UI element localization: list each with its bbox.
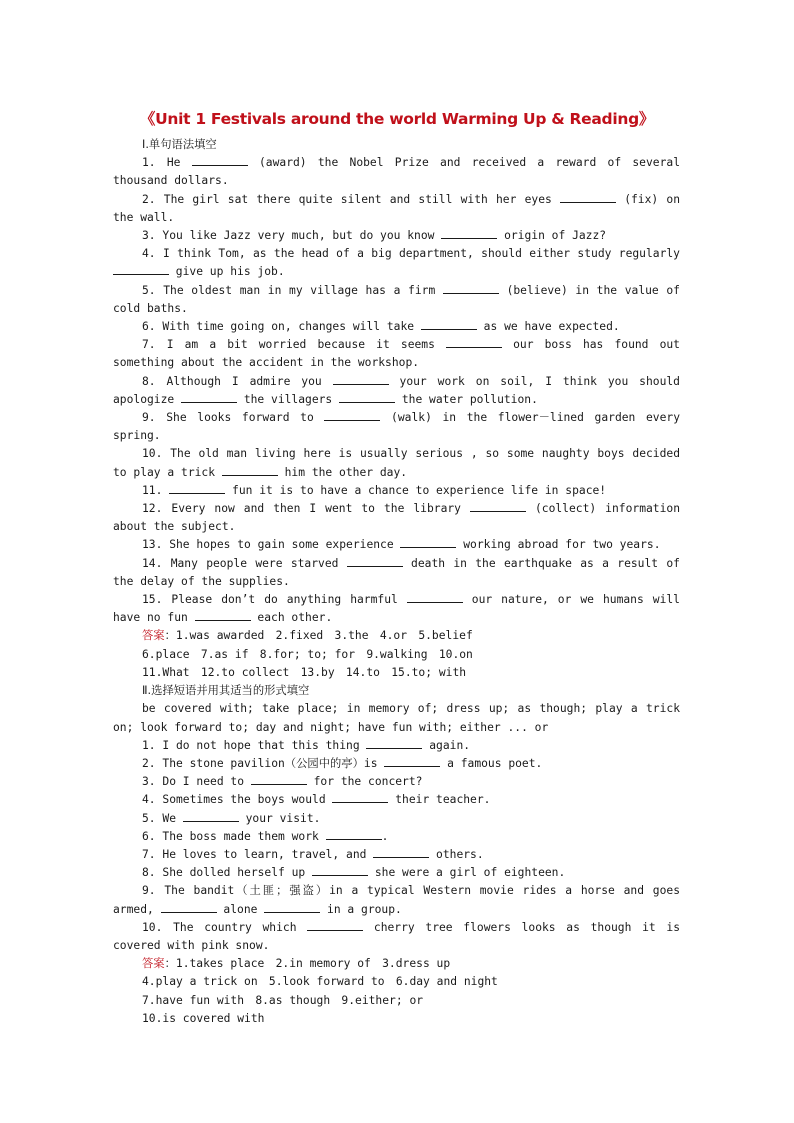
answer-blank[interactable]	[181, 391, 237, 403]
section-1-answer-line	[113, 646, 680, 664]
item-text: 14. Many people were starved	[142, 556, 347, 570]
item-text: 9. She looks forward to	[142, 411, 325, 425]
section-2-item	[113, 882, 680, 918]
item-text: the villagers	[237, 392, 340, 406]
section-2-item	[113, 828, 680, 846]
answer-blank[interactable]	[326, 828, 382, 840]
answer-blank[interactable]	[407, 591, 463, 603]
answer-blank[interactable]	[264, 901, 320, 913]
answer-blank[interactable]	[324, 409, 380, 421]
item-text: 8. She dolled herself up	[142, 866, 313, 880]
section-1-item	[113, 555, 680, 591]
item-text: 13. She hopes to gain some experience	[142, 538, 401, 552]
section-1-item	[113, 445, 680, 481]
answer-blank[interactable]	[312, 864, 368, 876]
item-text: 11.	[142, 483, 170, 497]
item-text: 9. The bandit（土匪；强盗）in a typical Western movie rides a horse and goes armed,	[113, 884, 680, 916]
item-text: 1. I do not hope that this thing	[142, 738, 367, 752]
section-1-item	[113, 191, 680, 227]
answer-text: ：1.takes place 2.in memory of 3.dress up	[164, 957, 451, 971]
item-text: our boss has found out something about the accident in the workshop.	[113, 338, 680, 370]
item-text: 2. The stone pavilion（公园中的亭）is	[142, 756, 385, 770]
answer-blank[interactable]	[384, 755, 440, 767]
answer-blank[interactable]	[332, 791, 388, 803]
section-1-item	[113, 536, 680, 554]
section-2-answers	[113, 955, 680, 1028]
answer-blank[interactable]	[183, 810, 239, 822]
item-text: him the other day.	[277, 465, 408, 479]
item-text: working abroad for two years.	[456, 538, 661, 552]
phrase-bank: be covered with; take place; in memory of; dress up; as though; play a trick on; look forward to; day and night; have fun with; either ... or	[113, 702, 680, 734]
item-text: their teacher.	[388, 793, 491, 807]
section-2-item	[113, 755, 680, 773]
item-text: 15. Please don’t do anything harmful	[142, 593, 407, 607]
item-text: (collect) information about the subject.	[113, 502, 680, 534]
item-text: 4. Sometimes the boys would	[142, 793, 333, 807]
answer-blank[interactable]	[443, 282, 499, 294]
section-1-answer-line	[113, 627, 680, 645]
section-1-item	[113, 282, 680, 318]
answer-blank[interactable]	[400, 536, 456, 548]
item-text: origin of Jazz?	[497, 229, 607, 243]
answer-blank[interactable]	[421, 318, 477, 330]
answer-blank[interactable]	[339, 391, 395, 403]
answer-blank[interactable]	[251, 773, 307, 785]
answer-label: 答案	[142, 957, 165, 971]
item-text: 5. The oldest man in my village has a firm	[142, 283, 443, 297]
item-text: the water pollution.	[395, 392, 538, 406]
answer-text: 10.is covered with	[142, 1011, 265, 1025]
item-text: 10. The old man living here is usually serious , so some naughty boys decided to play a trick	[113, 447, 680, 479]
section-2-answer-line	[113, 1010, 680, 1028]
item-text: 3. Do I need to	[142, 775, 251, 789]
answer-blank[interactable]	[195, 609, 251, 621]
section-1-items	[113, 154, 680, 627]
item-text: 5. We	[142, 811, 183, 825]
answer-blank[interactable]	[373, 846, 429, 858]
answer-blank[interactable]	[470, 500, 526, 512]
section-2-heading: Ⅱ.选择短语并用其适当的形式填空	[142, 684, 310, 698]
item-text: 10. The country which	[142, 920, 308, 934]
section-2-item	[113, 810, 680, 828]
section-1-item	[113, 318, 680, 336]
item-text: 4. I think Tom, as the head of a big department, should either study regularly	[142, 247, 680, 261]
section-1-heading: Ⅰ.单句语法填空	[142, 138, 217, 151]
answer-blank[interactable]	[446, 336, 502, 348]
item-text: as we have expected.	[476, 320, 620, 334]
item-text: 12. Every now and then I went to the library	[142, 502, 470, 516]
section-1-item	[113, 409, 680, 445]
item-text: each other.	[250, 611, 333, 625]
item-text: (believe) in the value of cold baths.	[113, 283, 680, 315]
section-2-items	[113, 737, 680, 955]
section-1-item	[113, 500, 680, 536]
item-text: she were a girl of eighteen.	[368, 866, 566, 880]
section-1-item	[113, 227, 680, 245]
section-1-answer-line	[113, 664, 680, 682]
answer-blank[interactable]	[441, 227, 497, 239]
answer-blank[interactable]	[192, 154, 248, 166]
item-text: fun it is to have a chance to experience life in space!	[225, 483, 607, 497]
section-2-item	[113, 737, 680, 755]
section-2-item	[113, 864, 680, 882]
section-1-item	[113, 154, 680, 190]
answer-blank[interactable]	[333, 373, 389, 385]
document-title: 《Unit 1 Festivals around the world Warming Up & Reading》	[139, 110, 655, 128]
section-1-item	[113, 591, 680, 627]
item-text: (award) the Nobel Prize and received a reward of several thousand dollars.	[113, 156, 680, 188]
item-text: your visit.	[238, 811, 321, 825]
section-2-item	[113, 846, 680, 864]
item-text: death in the earthquake as a result of the delay of the supplies.	[113, 556, 680, 588]
answer-blank[interactable]	[307, 919, 363, 931]
section-1-item	[113, 373, 680, 409]
answer-blank[interactable]	[169, 482, 225, 494]
answer-text: 11.What 12.to collect 13.by 14.to 15.to; with	[142, 665, 467, 679]
answer-text: 6.place 7.as if 8.for; to; for 9.walking 10.on	[142, 647, 473, 661]
item-text: alone	[216, 902, 265, 916]
item-text: (fix) on the wall.	[113, 192, 680, 224]
item-text: in a group.	[320, 902, 402, 916]
section-2-item	[113, 919, 680, 955]
section-2-answer-line	[113, 955, 680, 973]
item-text: 1. He	[142, 156, 192, 170]
item-text: 6. With time going on, changes will take	[142, 320, 421, 334]
section-2-answer-line	[113, 973, 680, 991]
item-text: 3. You like Jazz very much, but do you know	[142, 229, 442, 243]
answer-label: 答案	[142, 629, 165, 643]
item-text: 7. I am a bit worried because it seems	[142, 338, 447, 352]
item-text: (walk) in the flower－lined garden every spring.	[113, 411, 680, 443]
item-text: 6. The boss made them work	[142, 829, 326, 843]
section-2-item	[113, 773, 680, 791]
item-text: cherry tree flowers looks as though it is covered with pink snow.	[113, 920, 680, 952]
section-2-answer-line	[113, 992, 680, 1010]
item-text: for the concert?	[306, 775, 423, 789]
item-text: 2. The girl sat there quite silent and still with her eyes	[142, 192, 560, 206]
answer-blank[interactable]	[347, 555, 403, 567]
answer-text: 4.play a trick on 5.look forward to 6.day and night	[142, 975, 498, 989]
answer-text: 7.have fun with 8.as though 9.either; or	[142, 993, 424, 1007]
answer-blank[interactable]	[560, 191, 616, 203]
item-text: again.	[422, 738, 471, 752]
item-text: .	[381, 829, 389, 843]
item-text: 8. Although I admire you	[142, 374, 333, 388]
item-text: give up his job.	[169, 265, 285, 279]
item-text: 7. He loves to learn, travel, and	[142, 847, 374, 861]
section-1-item	[113, 336, 680, 372]
answer-blank[interactable]	[366, 737, 422, 749]
section-2-item	[113, 791, 680, 809]
document-body	[113, 136, 680, 1028]
section-1-item	[113, 482, 680, 500]
section-1-answers	[113, 627, 680, 682]
section-1-item	[113, 245, 680, 281]
answer-blank[interactable]	[222, 464, 278, 476]
item-text: our nature, or we humans will have no fun	[113, 593, 680, 625]
item-text: a famous poet.	[440, 756, 543, 770]
answer-blank[interactable]	[113, 263, 169, 275]
item-text: others.	[429, 847, 484, 861]
answer-text: ：1.was awarded 2.fixed 3.the 4.or 5.belief	[164, 629, 473, 643]
item-text: your work on soil, I think you should apologize	[113, 374, 680, 406]
answer-blank[interactable]	[161, 901, 217, 913]
